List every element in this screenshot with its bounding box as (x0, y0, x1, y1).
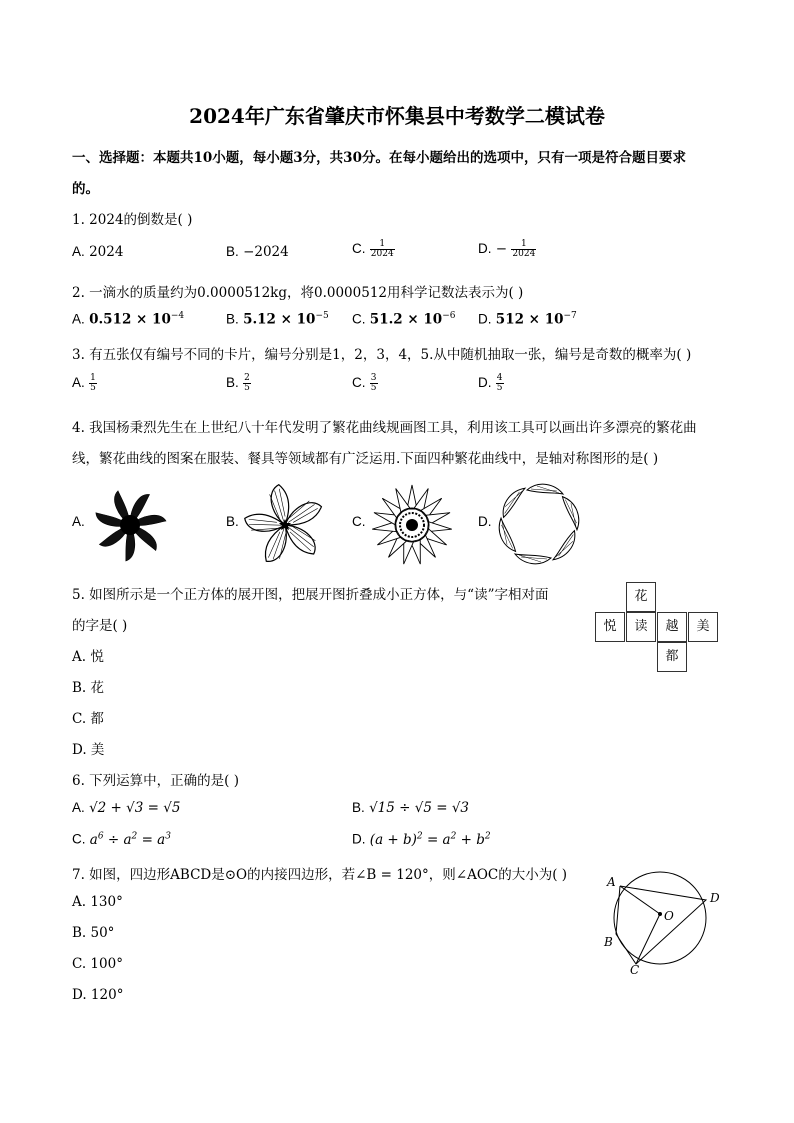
q5-option-d[interactable]: D. 美 (72, 742, 105, 758)
center-point (658, 912, 662, 916)
q5-option-b[interactable]: B. 花 (72, 680, 105, 696)
q2-option-d[interactable]: D. $512 \times 10^{-7}$ (478, 311, 577, 328)
q2-stem: 2. 一滴水的质量约为0.0000512kg，将0.0000512用科学记数法表示为( ) (72, 285, 524, 301)
q4-flower-d-image (495, 480, 583, 568)
q3-stem: 3. 有五张仅有编号不同的卡片，编号分别是1，2，3，4，5.从中随机抽取一张，编号是奇数的概率为( ) (72, 347, 692, 363)
q3-option-c[interactable]: C. $\frac{3}{5}$ (352, 373, 377, 393)
q2-option-c[interactable]: C. $51.2 \times 10^{-6}$ (352, 311, 456, 328)
point-label-a: A (607, 875, 616, 889)
q4-option-d-label[interactable]: D. (478, 514, 492, 529)
q7-stem: 7. 如图，四边形ABCD是⊙O的内接四边形，若∠B = 120°，则∠AOC的大小为( ) (72, 867, 568, 883)
q4-stem-line1: 4. 我国杨秉烈先生在上世纪八十年代发明了繁花曲线规画图工具，利用该工具可以画出许多漂亮的繁花曲 (72, 420, 697, 436)
net-cell-bottom: 都 (657, 642, 687, 672)
point-label-c: C (630, 963, 640, 977)
q3-option-d[interactable]: D. $\frac{4}{5}$ (478, 373, 503, 393)
net-cell-top: 花 (626, 582, 656, 612)
q3-option-b[interactable]: B. $\frac{2}{5}$ (226, 373, 250, 393)
q5-stem-line2: 的字是( ) (72, 618, 128, 634)
q4-flower-a-image (90, 485, 170, 565)
net-cell-4: 美 (688, 612, 718, 642)
q3-option-a[interactable]: A. $\frac{1}{5}$ (72, 373, 96, 393)
q5-stem-line1: 5. 如图所示是一个正方体的展开图，把展开图折叠成小正方体，与“读”字相对面 (72, 587, 549, 603)
circle-quadrilateral-figure (598, 868, 728, 978)
q4-option-b-label[interactable]: B. (226, 514, 239, 529)
q4-stem-line2: 线，繁花曲线的图案在服装、餐具等领域都有广泛运用.下面四种繁花曲线中，是轴对称图形的是( ) (72, 451, 659, 467)
circle-o (614, 872, 706, 964)
q7-option-a[interactable]: A. 130° (72, 894, 123, 910)
q6-option-a[interactable]: A. √2 + √3 = √5 (72, 800, 181, 816)
net-cell-1: 悦 (595, 612, 625, 642)
point-label-b: B (604, 935, 613, 949)
point-label-o: O (664, 909, 674, 923)
q6-option-c[interactable]: C. $a^6 \div a^2 = a^3$ (72, 831, 171, 848)
cube-net-figure (595, 582, 721, 672)
q5-option-c[interactable]: C. 都 (72, 711, 104, 727)
point-label-d: D (710, 891, 720, 905)
q1-option-b[interactable]: B. −2024 (226, 244, 289, 260)
q1-option-c[interactable]: C. $\frac{1}{2024}$ (352, 239, 394, 259)
q4-flower-c-image (370, 483, 454, 567)
q6-option-b[interactable]: B. √15 ÷ √5 = √3 (352, 800, 470, 816)
q5-option-a[interactable]: A. 悦 (72, 649, 104, 665)
q2-option-a[interactable]: A. $0.512 \times 10^{-4}$ (72, 311, 185, 328)
q2-option-b[interactable]: B. $5.12 \times 10^{-5}$ (226, 311, 329, 328)
section-instructions-line1: 一、选择题：本题共10小题，每小题3分，共30分。在每小题给出的选项中，只有一项是符合题目要求 (72, 150, 686, 166)
section-instructions-line2: 的。 (72, 181, 99, 197)
q4-option-a-label[interactable]: A. (72, 514, 85, 529)
q1-option-a[interactable]: A. 2024 (72, 244, 124, 260)
q4-option-c-label[interactable]: C. (352, 514, 366, 529)
q6-stem: 6. 下列运算中，正确的是( ) (72, 773, 239, 789)
net-cell-2: 读 (626, 612, 656, 642)
q7-option-c[interactable]: C. 100° (72, 956, 123, 972)
page-title: 2024年广东省肇庆市怀集县中考数学二模试卷 (189, 104, 605, 128)
q7-option-d[interactable]: D. 120° (72, 987, 124, 1003)
q6-option-d[interactable]: D. $(a + b)^2 = a^2 + b^2$ (352, 831, 491, 848)
net-cell-3: 越 (657, 612, 687, 642)
q4-flower-b-image (243, 483, 327, 567)
q1-stem: 1. 2024的倒数是( ) (72, 212, 193, 228)
q1-option-d[interactable]: D. − $\frac{1}{2024}$ (478, 239, 536, 259)
q7-option-b[interactable]: B. 50° (72, 925, 115, 941)
